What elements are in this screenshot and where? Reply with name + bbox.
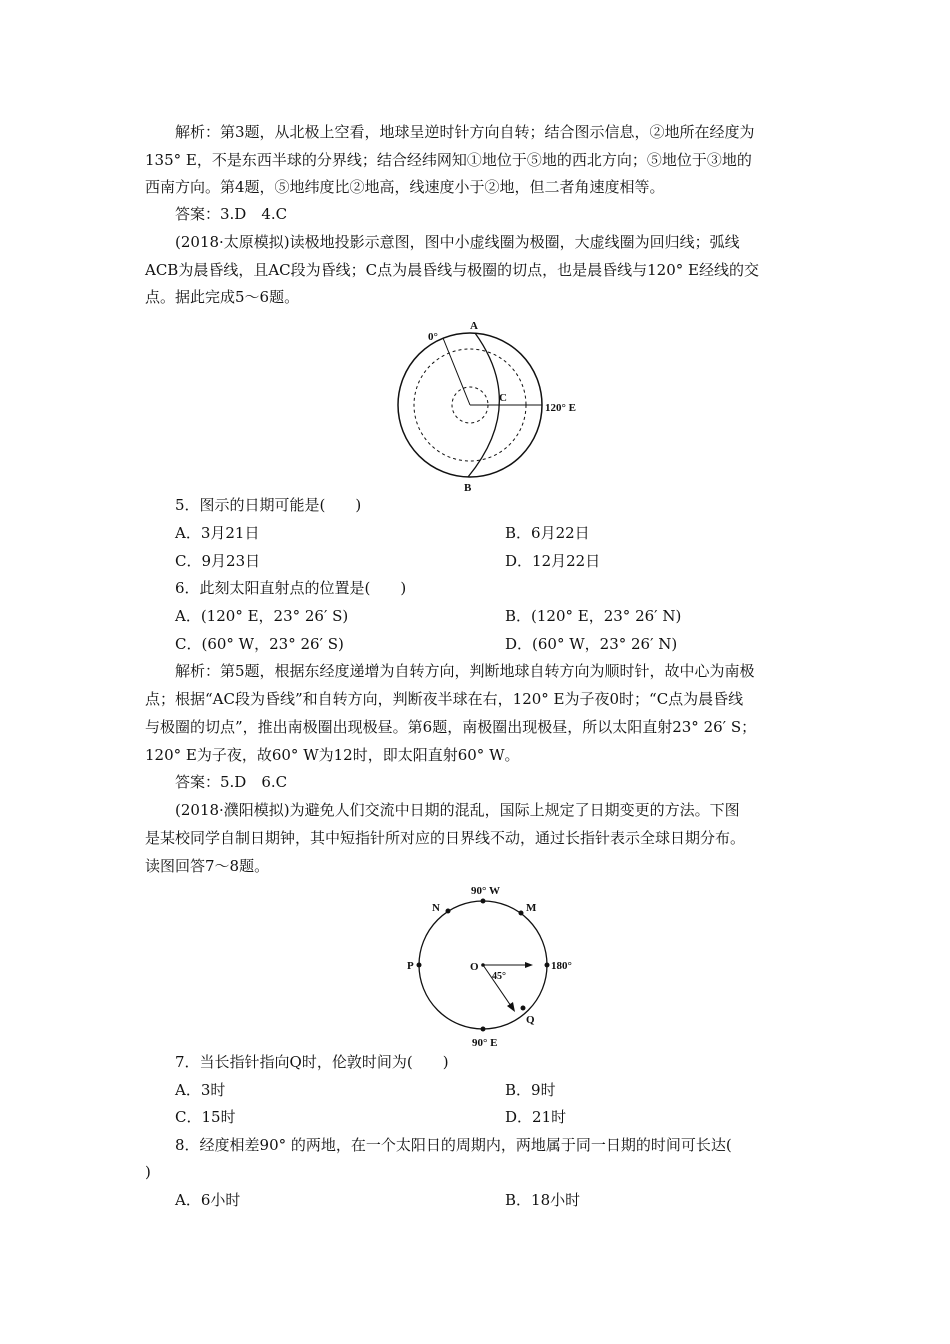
q7-stem: 7．当长指针指向Q时，伦敦时间为( ) bbox=[175, 1053, 449, 1071]
intro-3-line-2: 是某校同学自制日期钟，其中短指针所对应的日界线不动，通过长指针表示全球日期分布。 bbox=[145, 829, 746, 847]
label-c: C bbox=[499, 392, 507, 404]
q7-option-b: B．9时 bbox=[505, 1081, 556, 1099]
dot-n bbox=[446, 909, 451, 914]
dot-90e bbox=[481, 1027, 486, 1032]
dot-m bbox=[519, 911, 524, 916]
q6-option-a: A．(120° E，23° 26′ S) bbox=[175, 607, 349, 625]
label-m: M bbox=[526, 902, 537, 914]
q8-stem-line-1: 8．经度相差90° 的两地，在一个太阳日的周期内，两地属于同一日期的时间可长达( bbox=[175, 1136, 732, 1154]
dot-180 bbox=[545, 963, 550, 968]
label-p: P bbox=[407, 960, 414, 972]
q6-stem: 6．此刻太阳直射点的位置是( ) bbox=[175, 579, 407, 597]
long-hand-arrowhead bbox=[507, 1002, 515, 1012]
q8-stem-line-2: ) bbox=[145, 1163, 151, 1181]
q8-option-b: B．18小时 bbox=[505, 1191, 581, 1209]
label-90w: 90° W bbox=[471, 885, 500, 897]
analysis-1-line-2: 135° E，不是东西半球的分界线；结合经纬网知①地位于⑤地的西北方向；⑤地位于③地的 bbox=[145, 151, 752, 169]
q5-option-b: B．6月22日 bbox=[505, 524, 590, 542]
label-n: N bbox=[432, 902, 440, 914]
q6-option-d: D．(60° W，23° 26′ N) bbox=[505, 635, 678, 653]
label-0-degree: 0° bbox=[428, 331, 438, 343]
q5-stem: 5．图示的日期可能是( ) bbox=[175, 496, 362, 514]
q5-option-d: D．12月22日 bbox=[505, 552, 601, 570]
label-o: O bbox=[470, 961, 479, 973]
q5-option-a: A．3月21日 bbox=[175, 524, 260, 542]
dot-q bbox=[521, 1006, 526, 1011]
analysis-1-line-3: 西南方向。第4题，⑤地纬度比②地高，线速度小于②地，但二者角速度相等。 bbox=[145, 178, 665, 196]
label-90e: 90° E bbox=[472, 1037, 498, 1049]
q6-option-c: C．(60° W，23° 26′ S) bbox=[175, 635, 344, 653]
label-q: Q bbox=[526, 1014, 535, 1026]
intro-2-line-3: 点。据此完成5～6题。 bbox=[145, 288, 300, 306]
answer-2: 答案：5.D 6.C bbox=[175, 773, 288, 791]
analysis-2-line-4: 120° E为子夜，故60° W为12时，即太阳直射60° W。 bbox=[145, 746, 520, 764]
label-b: B bbox=[464, 482, 472, 494]
label-120e: 120° E bbox=[545, 402, 576, 414]
dot-90w bbox=[481, 899, 486, 904]
label-180: 180° bbox=[551, 960, 572, 972]
intro-3-line-1: (2018·濮阳模拟)为避免人们交流中日期的混乱，国际上规定了日期变更的方法。下图 bbox=[175, 801, 740, 819]
q7-option-a: A．3时 bbox=[175, 1081, 226, 1099]
date-clock-figure bbox=[395, 880, 595, 1050]
q6-option-b: B．(120° E，23° 26′ N) bbox=[505, 607, 682, 625]
analysis-2-line-2: 点；根据“AC段为昏线”和自转方向，判断夜半球在右，120° E为子夜0时；“C点为晨昏线 bbox=[145, 690, 744, 708]
q7-option-c: C．15时 bbox=[175, 1108, 236, 1126]
q5-option-c: C．9月23日 bbox=[175, 552, 261, 570]
q7-option-d: D．21时 bbox=[505, 1108, 567, 1126]
polar-projection-figure bbox=[395, 315, 620, 495]
intro-2-line-1: (2018·太原模拟)读极地投影示意图，图中小虚线圈为极圈，大虚线圈为回归线；弧线 bbox=[175, 233, 740, 251]
label-a: A bbox=[470, 320, 478, 332]
analysis-2-line-1: 解析：第5题，根据东经度递增为自转方向，判断地球自转方向为顺时针，故中心为南极 bbox=[175, 662, 755, 680]
analysis-2-line-3: 与极圈的切点”，推出南极圈出现极昼。第6题，南极圈出现极昼，所以太阳直射23° 26′ S； bbox=[145, 718, 757, 736]
meridian-0 bbox=[443, 338, 470, 405]
answer-1: 答案：3.D 4.C bbox=[175, 205, 288, 223]
intro-3-line-3: 读图回答7～8题。 bbox=[145, 857, 270, 875]
analysis-1-line-1: 解析：第3题，从北极上空看，地球呈逆时针方向自转；结合图示信息，②地所在经度为 bbox=[175, 123, 755, 141]
intro-2-line-2: ACB为晨昏线，且AC段为昏线；C点为晨昏线与极圈的切点，也是晨昏线与120° E经线的交 bbox=[145, 261, 759, 279]
dot-p bbox=[417, 963, 422, 968]
label-45-degree: 45° bbox=[492, 971, 506, 982]
q8-option-a: A．6小时 bbox=[175, 1191, 241, 1209]
short-hand-arrowhead bbox=[525, 962, 533, 968]
